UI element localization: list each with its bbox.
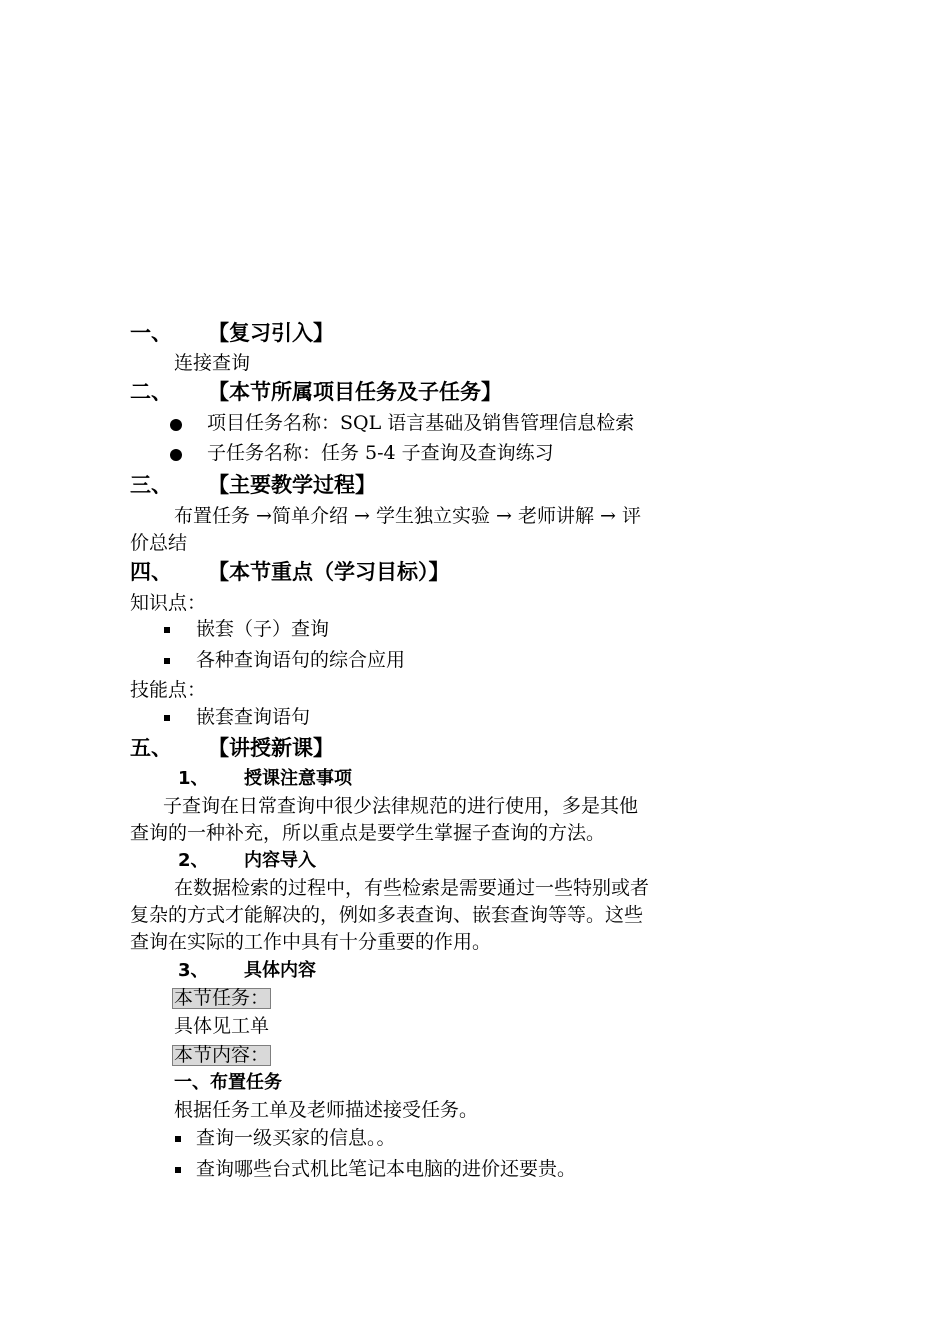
para2-line-2: 复杂的方式才能解决的，例如多表查询、嵌套查询等等。这些 — [130, 904, 644, 926]
bullet-square-icon — [164, 627, 170, 633]
subheading-1-number: 1、 — [178, 768, 209, 789]
task-label-highlight: 本节任务： — [174, 987, 270, 1009]
para1-line-1: 子查询在日常查询中很少法律规范的进行使用，多是其他 — [163, 795, 639, 817]
assign-title: 一、布置任务 — [174, 1072, 282, 1093]
section-3-title: 【主要教学过程】 — [208, 473, 376, 497]
para1-line-2: 查询的一种补充，所以重点是要学生掌握子查询的方法。 — [130, 822, 606, 844]
section-4-number: 四、 — [130, 560, 172, 584]
section-1-title: 【复习引入】 — [208, 321, 334, 345]
section-2-number: 二、 — [130, 380, 172, 404]
section-1-number: 一、 — [130, 321, 172, 345]
assign-text: 根据任务工单及老师描述接受任务。 — [174, 1099, 479, 1121]
para2-line-1: 在数据检索的过程中，有些检索是需要通过一些特别或者 — [174, 877, 650, 899]
subheading-3-title: 具体内容 — [244, 960, 316, 981]
bullet-dot-icon — [170, 449, 182, 461]
assign-item-2: 查询哪些台式机比笔记本电脑的进价还要贵。 — [196, 1158, 577, 1180]
section-3-number: 三、 — [130, 473, 172, 497]
process-line-2: 价总结 — [130, 532, 188, 554]
para2-line-3: 查询在实际的工作中具有十分重要的作用。 — [130, 931, 492, 953]
skill-label: 技能点： — [130, 679, 207, 701]
section-2-title: 【本节所属项目任务及子任务】 — [208, 380, 502, 404]
section-5-number: 五、 — [130, 736, 172, 760]
subheading-1-title: 授课注意事项 — [244, 768, 352, 789]
task-text: 具体见工单 — [174, 1015, 270, 1037]
content-label-highlight: 本节内容： — [174, 1044, 270, 1066]
process-line-1: 布置任务 →简单介绍 → 学生独立实验 → 老师讲解 → 评 — [174, 505, 641, 527]
subheading-2-number: 2、 — [178, 850, 209, 871]
review-text: 连接查询 — [174, 352, 251, 374]
bullet-square-icon — [164, 658, 170, 664]
section-4-title: 【本节重点（学习目标）】 — [208, 560, 450, 584]
knowledge-label: 知识点： — [130, 592, 207, 614]
subheading-2-title: 内容导入 — [244, 850, 316, 871]
section-5-title: 【讲授新课】 — [208, 736, 334, 760]
skill-item-1: 嵌套查询语句 — [196, 706, 311, 728]
assign-item-1: 查询一级买家的信息。。 — [196, 1127, 396, 1149]
knowledge-item-2: 各种查询语句的综合应用 — [196, 649, 406, 671]
bullet-square-icon — [175, 1136, 181, 1142]
bullet-dot-icon — [170, 419, 182, 431]
knowledge-item-1: 嵌套（子）查询 — [196, 618, 330, 640]
subheading-3-number: 3、 — [178, 960, 209, 981]
project-item-2: 子任务名称：任务 5-4 子查询及查询练习 — [207, 442, 554, 464]
bullet-square-icon — [164, 715, 170, 721]
bullet-square-icon — [175, 1167, 181, 1173]
project-item-1: 项目任务名称：SQL 语言基础及销售管理信息检索 — [207, 412, 635, 434]
